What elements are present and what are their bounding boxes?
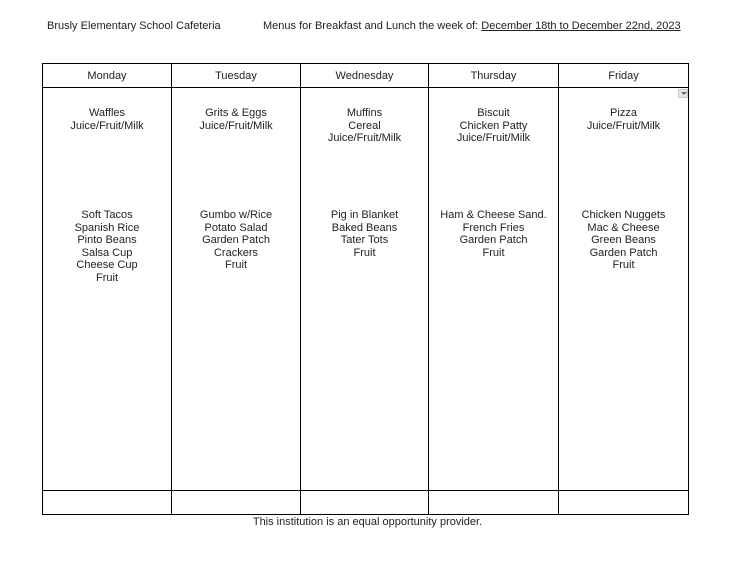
menu-cell-thursday — [429, 88, 559, 491]
breakfast-item: Juice/Fruit/Milk — [456, 132, 531, 145]
menu-cell-friday[interactable] — [559, 88, 689, 491]
equal-opportunity-notice: This institution is an equal opportunity provider. — [252, 516, 483, 528]
lunch-item: Garden Patch — [202, 234, 270, 247]
breakfast-item: Juice/Fruit/Milk — [199, 119, 273, 132]
breakfast-item: Grits & Eggs — [205, 107, 267, 119]
lunch-item: Baked Beans — [331, 221, 398, 234]
lunch-items — [43, 207, 171, 285]
menus-label: Menus for Breakfast and Lunch the week of: — [263, 20, 482, 32]
menu-cell-monday — [43, 88, 172, 491]
lunch-item: Ham & Cheese Sand. — [440, 209, 547, 221]
breakfast-items — [172, 88, 300, 207]
lunch-item: Gumbo w/Rice — [199, 209, 273, 221]
footer-cell — [559, 491, 689, 515]
footer-row — [43, 491, 689, 515]
lunch-item: Potato Salad — [204, 221, 268, 234]
breakfast-items — [43, 88, 171, 207]
day-header-friday: Friday — [559, 64, 689, 88]
breakfast-item: Muffins — [346, 107, 383, 119]
menu-heading — [263, 20, 681, 32]
dropdown-arrow-icon[interactable] — [678, 89, 688, 98]
breakfast-item: Cereal — [348, 119, 381, 132]
breakfast-item: Juice/Fruit/Milk — [327, 132, 402, 145]
lunch-item: Fruit — [96, 271, 118, 284]
day-header-monday: Monday — [43, 64, 172, 88]
date-range: December 18th to December 22nd, 2023 — [481, 20, 681, 32]
lunch-item: Green Beans — [591, 234, 656, 247]
day-header-wednesday: Wednesday — [301, 64, 429, 88]
menu-cell-wednesday — [301, 88, 429, 491]
day-header-row — [43, 64, 689, 88]
lunch-items — [172, 207, 300, 272]
lunch-item: French Fries — [462, 221, 525, 234]
lunch-item: Fruit — [612, 259, 635, 272]
lunch-item: Tater Tots — [340, 234, 389, 247]
day-header-thursday: Thursday — [429, 64, 559, 88]
breakfast-item: Pizza — [610, 107, 637, 119]
breakfast-item: Waffles — [88, 107, 126, 119]
lunch-items — [559, 207, 688, 272]
footer-cell — [172, 491, 301, 515]
lunch-item: Pig in Blanket — [330, 209, 399, 221]
lunch-items — [301, 207, 428, 259]
breakfast-items — [429, 88, 558, 207]
lunch-item: Chicken Nuggets — [581, 209, 666, 221]
breakfast-items — [301, 88, 428, 207]
lunch-items — [429, 207, 558, 259]
breakfast-item: Juice/Fruit/Milk — [586, 119, 661, 132]
breakfast-items — [559, 88, 688, 207]
breakfast-item: Chicken Patty — [459, 119, 528, 132]
footer-cell — [301, 491, 429, 515]
lunch-item: Salsa Cup — [81, 246, 133, 259]
lunch-item: Cheese Cup — [76, 259, 138, 272]
lunch-item: Fruit — [353, 246, 376, 259]
lunch-item: Soft Tacos — [81, 209, 133, 221]
menu-body-row — [43, 88, 689, 491]
day-header-tuesday: Tuesday — [172, 64, 301, 88]
lunch-item: Garden Patch — [459, 234, 528, 247]
breakfast-item: Juice/Fruit/Milk — [70, 119, 144, 132]
breakfast-item: Biscuit — [477, 107, 510, 119]
lunch-item: Spanish Rice — [74, 221, 140, 234]
school-name: Brusly Elementary School Cafeteria — [47, 20, 221, 32]
lunch-item: Pinto Beans — [77, 234, 137, 247]
menu-cell-tuesday — [172, 88, 301, 491]
lunch-item: Mac & Cheese — [587, 221, 660, 234]
lunch-item: Crackers — [213, 246, 258, 259]
footer-cell — [429, 491, 559, 515]
lunch-item: Fruit — [482, 246, 505, 259]
lunch-item: Fruit — [225, 259, 247, 272]
menu-table — [42, 63, 689, 515]
lunch-item: Garden Patch — [589, 246, 658, 259]
footer-cell — [43, 491, 172, 515]
